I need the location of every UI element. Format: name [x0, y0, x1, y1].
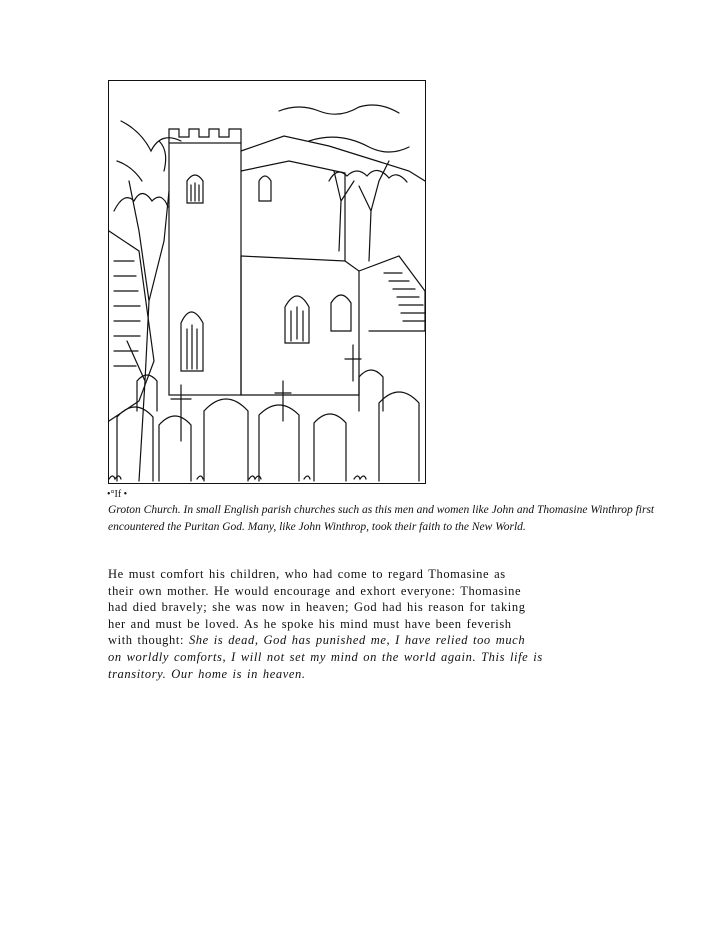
paragraph-line	[108, 616, 512, 633]
caption-line: encountered the Puritan God. Many, like John Winthrop, took their faith to the New World.	[108, 521, 526, 533]
caption-line: Groton Church. In small English parish churches such as this men and women like John and Thomasine Winthrop first	[108, 504, 655, 516]
italic-thought: transitory. Our home is in heaven.	[108, 666, 306, 681]
line-text: their own mother. He would encourage and exhort everyone: Thomasine	[108, 583, 522, 598]
line-text: her and must be loved. As he spoke his mind must have been feverish	[108, 616, 512, 631]
paragraph-line	[108, 649, 543, 666]
paragraph-line	[108, 632, 526, 649]
figure-marker: •°If •	[107, 489, 128, 500]
italic-thought: She is dead, God has punished me, I have relied too much	[188, 633, 526, 648]
line-text: He must comfort his children, who had come to regard Thomasine as	[108, 567, 506, 581]
italic-thought: on worldly comforts, I will not set my mind on the world again. This life is	[108, 649, 543, 664]
paragraph-line	[108, 583, 522, 600]
church-drawing	[109, 81, 425, 483]
church-illustration	[108, 80, 426, 484]
paragraph-line	[108, 566, 506, 583]
line-text: had died bravely; she was now in heaven; God had his reason for taking	[108, 600, 526, 615]
paragraph-line	[108, 599, 526, 616]
line-text: with thought:	[108, 633, 189, 648]
paragraph-line	[108, 666, 468, 683]
figure-caption	[108, 502, 668, 536]
body-paragraph	[108, 566, 543, 682]
